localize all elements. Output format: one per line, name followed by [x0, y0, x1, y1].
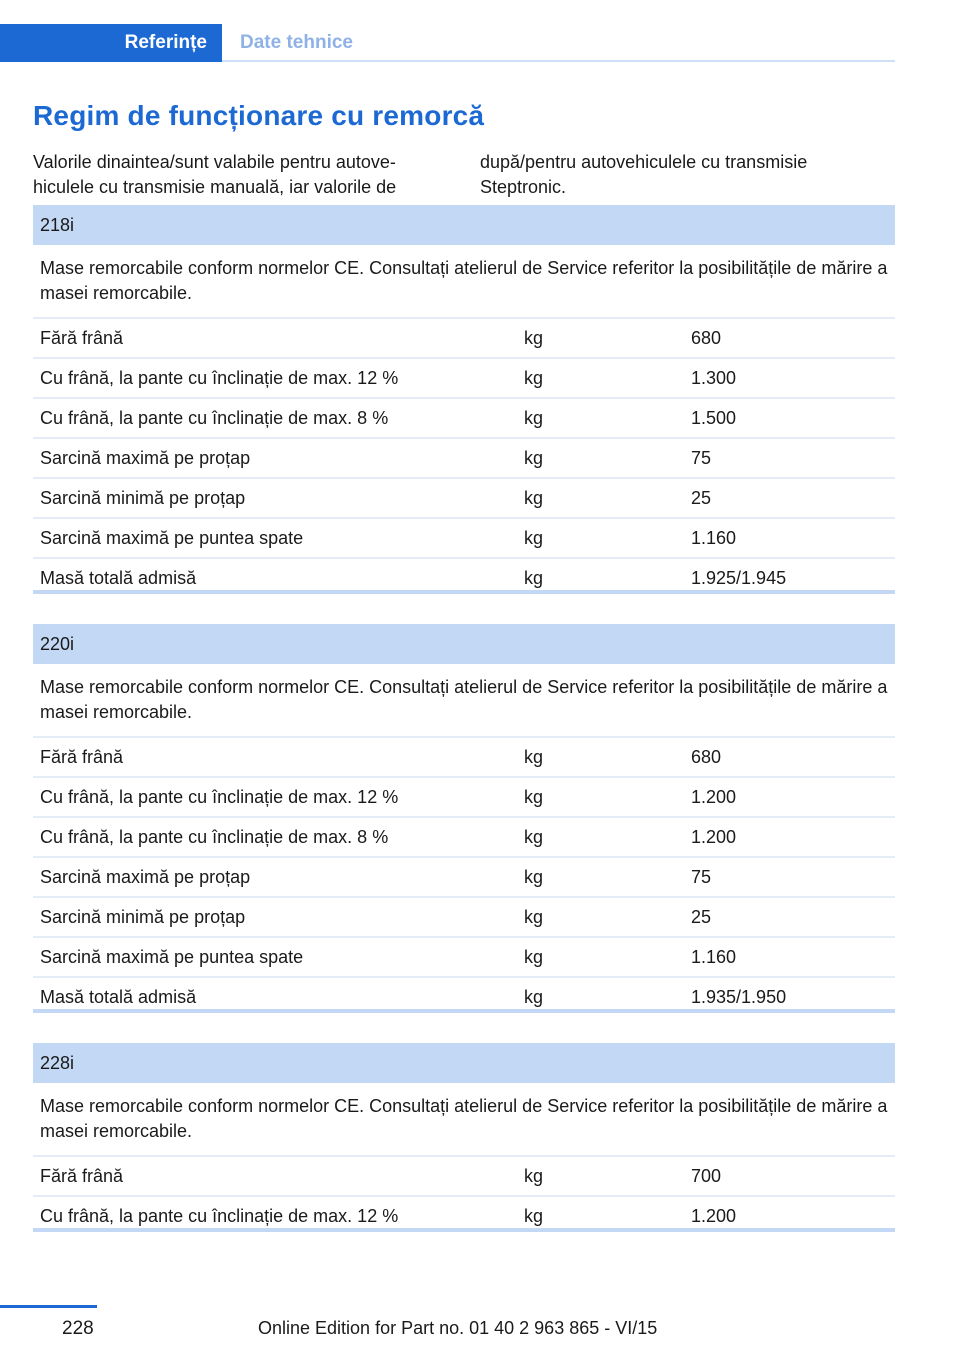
row-unit: kg [517, 737, 684, 777]
table-row [33, 937, 895, 977]
row-value: 1.200 [684, 1196, 895, 1235]
table-model-heading: 228i [33, 1043, 895, 1083]
row-label: Sarcină maximă pe proțap [33, 438, 517, 478]
intro-text-right: după/pentru autovehiculele cu transmisie Steptronic. [480, 152, 808, 197]
row-value: 1.925/1.945 [684, 558, 895, 597]
row-unit: kg [517, 777, 684, 817]
spec-table-218i [33, 205, 895, 597]
row-value: 75 [684, 438, 895, 478]
row-value: 1.200 [684, 817, 895, 857]
table-row [33, 438, 895, 478]
row-unit: kg [517, 1156, 684, 1196]
page-number: 228 [62, 1318, 94, 1339]
table-row [33, 398, 895, 438]
row-value: 1.200 [684, 777, 895, 817]
top-tab-bar [0, 0, 960, 62]
table-row [33, 518, 895, 558]
row-value: 25 [684, 478, 895, 518]
row-value: 75 [684, 857, 895, 897]
table-row [33, 318, 895, 358]
row-label: Sarcină minimă pe proțap [33, 897, 517, 937]
row-value: 1.935/1.950 [684, 977, 895, 1016]
row-value: 1.500 [684, 398, 895, 438]
row-unit: kg [517, 318, 684, 358]
row-unit: kg [517, 358, 684, 398]
row-unit: kg [517, 937, 684, 977]
table-row [33, 1156, 895, 1196]
row-label: Fără frână [33, 1156, 517, 1196]
row-label: Fără frână [33, 318, 517, 358]
tab-referinte[interactable]: Referințe [0, 24, 222, 62]
table-row [33, 478, 895, 518]
table-row [33, 777, 895, 817]
spec-table-220i [33, 624, 895, 1016]
row-label: Cu frână, la pante cu înclinație de max. 12 % [33, 1196, 517, 1235]
row-label: Cu frână, la pante cu înclinație de max. 12 % [33, 777, 517, 817]
row-unit: kg [517, 897, 684, 937]
row-unit: kg [517, 817, 684, 857]
spec-table-228i [33, 1043, 895, 1235]
row-value: 1.300 [684, 358, 895, 398]
table-bottom-rule [33, 1228, 895, 1232]
table-note: Mase remorcabile conform normelor CE. Consultați atelierul de Service referitor la posibilitățile de mărire a masei remorcabile. [40, 677, 888, 722]
footer-accent-line [0, 1305, 97, 1308]
row-label: Masă totală admisă [33, 977, 517, 1016]
row-label: Sarcină maximă pe puntea spate [33, 937, 517, 977]
edition-note: Online Edition for Part no. 01 40 2 963 865 - VI/15 [258, 1318, 658, 1338]
row-label: Fără frână [33, 737, 517, 777]
row-label: Masă totală admisă [33, 558, 517, 597]
table-row [33, 737, 895, 777]
row-value: 1.160 [684, 518, 895, 558]
section-title: Regim de funcționare cu remorcă [33, 100, 485, 131]
tab-date-tehnice[interactable]: Date tehnice [240, 32, 353, 53]
row-unit: kg [517, 857, 684, 897]
table-row [33, 857, 895, 897]
row-unit: kg [517, 478, 684, 518]
row-label: Cu frână, la pante cu înclinație de max. 12 % [33, 358, 517, 398]
intro-text-left: Valorile dinaintea/sunt valabile pentru autovehiculele cu transmisie manuală, iar valorile de [33, 152, 397, 197]
table-bottom-rule [33, 1009, 895, 1013]
row-unit: kg [517, 518, 684, 558]
row-label: Cu frână, la pante cu înclinație de max. 8 % [33, 398, 517, 438]
row-value: 1.160 [684, 937, 895, 977]
row-unit: kg [517, 398, 684, 438]
row-value: 25 [684, 897, 895, 937]
row-value: 700 [684, 1156, 895, 1196]
row-label: Sarcină minimă pe proțap [33, 478, 517, 518]
table-row [33, 817, 895, 857]
table-bottom-rule [33, 590, 895, 594]
table-note: Mase remorcabile conform normelor CE. Consultați atelierul de Service referitor la posibilitățile de mărire a masei remorcabile. [40, 258, 888, 303]
row-value: 680 [684, 737, 895, 777]
table-row [33, 358, 895, 398]
table-note: Mase remorcabile conform normelor CE. Consultați atelierul de Service referitor la posibilitățile de mărire a masei remorcabile. [40, 1096, 888, 1141]
row-unit: kg [517, 1196, 684, 1235]
tab-divider [222, 60, 895, 62]
table-row [33, 897, 895, 937]
row-label: Sarcină maximă pe proțap [33, 857, 517, 897]
row-label: Cu frână, la pante cu înclinație de max. 8 % [33, 817, 517, 857]
row-unit: kg [517, 558, 684, 597]
row-unit: kg [517, 438, 684, 478]
table-model-heading: 218i [33, 205, 895, 245]
row-unit: kg [517, 977, 684, 1016]
row-value: 680 [684, 318, 895, 358]
table-model-heading: 220i [33, 624, 895, 664]
row-label: Sarcină maximă pe puntea spate [33, 518, 517, 558]
